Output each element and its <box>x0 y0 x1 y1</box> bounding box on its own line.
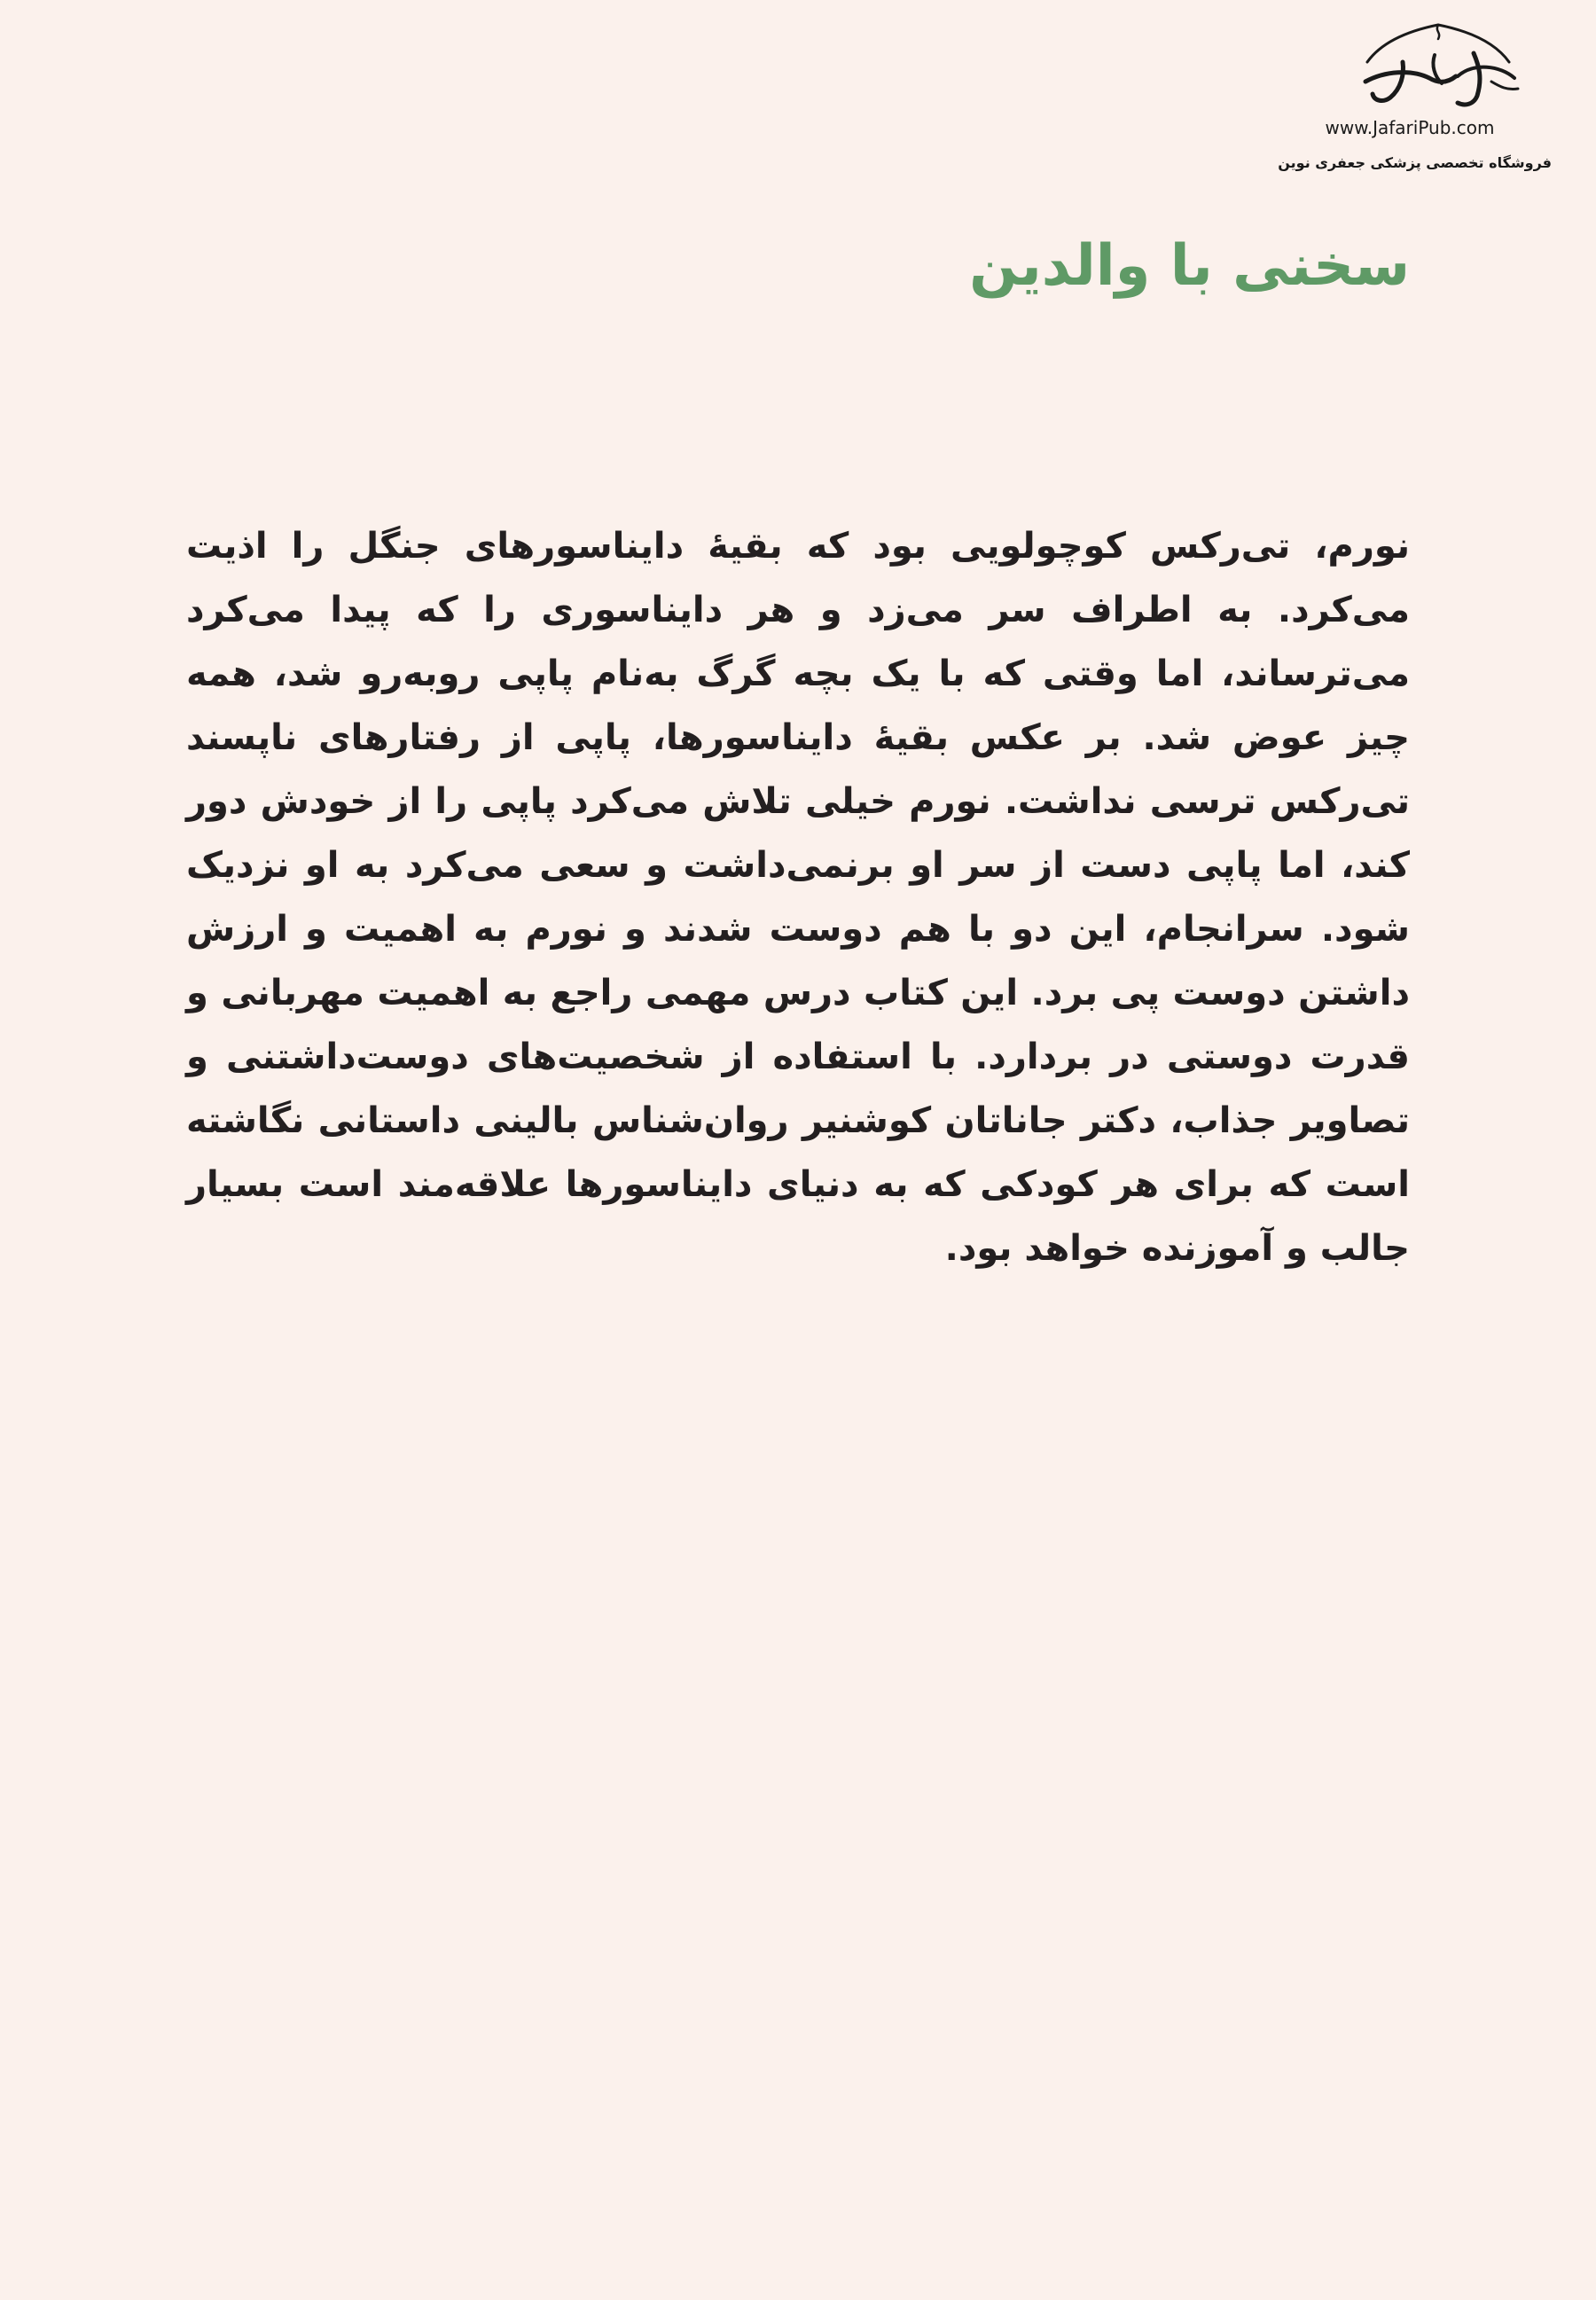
publisher-url: www.JafariPub.com <box>1325 117 1495 138</box>
body-paragraph: نورم، تی‌رکس کوچولویی بود که بقیهٔ دایناسورهای جنگل را اذیت می‌کرد. به اطراف سر می‌زد و هر دایناسوری را که پیدا می‌کرد می‌ترساند، اما وقتی که با یک بچه گرگ به‌نام پاپی روبه‌رو شد، همه چیز عوض شد. بر عکس بقیهٔ دایناسورها، پاپی از رفتارهای ناپسند تی‌رکس ترسی نداشت. نورم خیلی تلاش می‌کرد پاپی را از خودش دور کند، اما پاپی دست از سر او برنمی‌داشت و سعی می‌کرد به او نزدیک شود. سرانجام، این دو با هم دوست شدند و نورم به اهمیت و ارزش داشتن دوست پی برد. این کتاب درس مهمی راجع به اهمیت مهربانی و قدرت دوستی در بردارد. با استفاده از شخصیت‌های دوست‌داشتنی و تصاویر جذاب، دکتر جاناتان کوشنیر روان‌شناس بالینی داستانی نگاشته است که برای هر کودکی که به دنیای دایناسورها علاقه‌مند است بسیار جالب و آموزنده خواهد بود. <box>186 526 1410 1269</box>
calligraphy-logo-icon <box>1350 20 1527 112</box>
page-title: سخنی با والدین <box>969 233 1410 299</box>
publisher-tagline: فروشگاه تخصصی پزشکی جعفری نوین <box>1278 154 1552 171</box>
